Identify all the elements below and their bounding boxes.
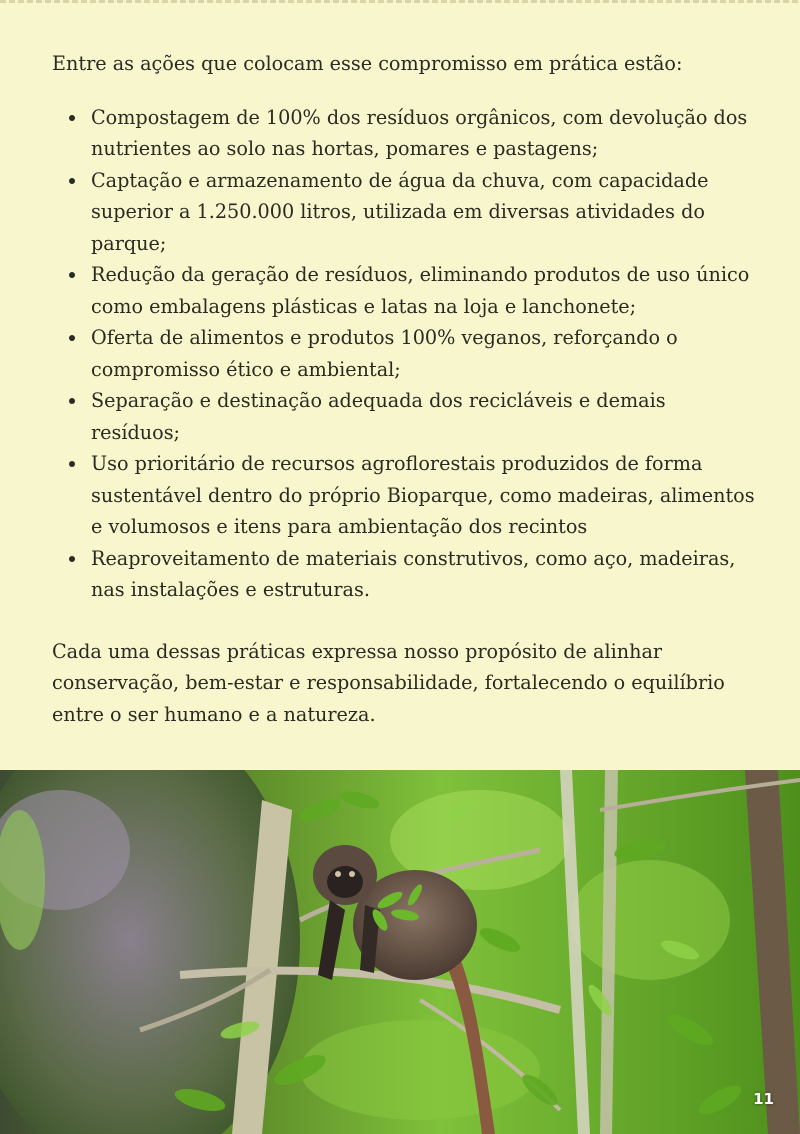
- list-item: Reaproveitamento de materiais construtivos, como aço, madeiras, nas instalações e estruturas.: [91, 543, 757, 606]
- forest-monkey-photo: [0, 770, 800, 1134]
- list-item: Oferta de alimentos e produtos 100% veganos, reforçando o compromisso ético e ambiental;: [91, 322, 757, 385]
- list-item: Compostagem de 100% dos resíduos orgânicos, com devolução dos nutrientes ao solo nas hortas, pomares e pastagens;: [91, 102, 757, 165]
- page-number: 11: [753, 1090, 774, 1108]
- list-item: Redução da geração de resíduos, eliminando produtos de uso único como embalagens plásticas e latas na loja e lanchonete;: [91, 259, 757, 322]
- list-item: Captação e armazenamento de água da chuva, com capacidade superior a 1.250.000 litros, utilizada em diversas atividades do parque;: [91, 165, 757, 260]
- top-decorative-rule: [0, 0, 800, 3]
- intro-paragraph: Entre as ações que colocam esse compromisso em prática estão:: [52, 52, 683, 75]
- closing-paragraph: Cada uma dessas práticas expressa nosso propósito de alinhar conservação, bem-estar e responsabilidade, fortalecendo o equilíbrio entre o ser humano e a natureza.: [52, 639, 725, 726]
- list-item: Separação e destinação adequada dos recicláveis e demais resíduos;: [91, 385, 757, 448]
- actions-list: [52, 102, 757, 606]
- list-item: Uso prioritário de recursos agroflorestais produzidos de forma sustentável dentro do próprio Bioparque, como madeiras, alimentos e volumosos e itens para ambientação dos recintos: [91, 448, 757, 543]
- body-text: [52, 48, 757, 730]
